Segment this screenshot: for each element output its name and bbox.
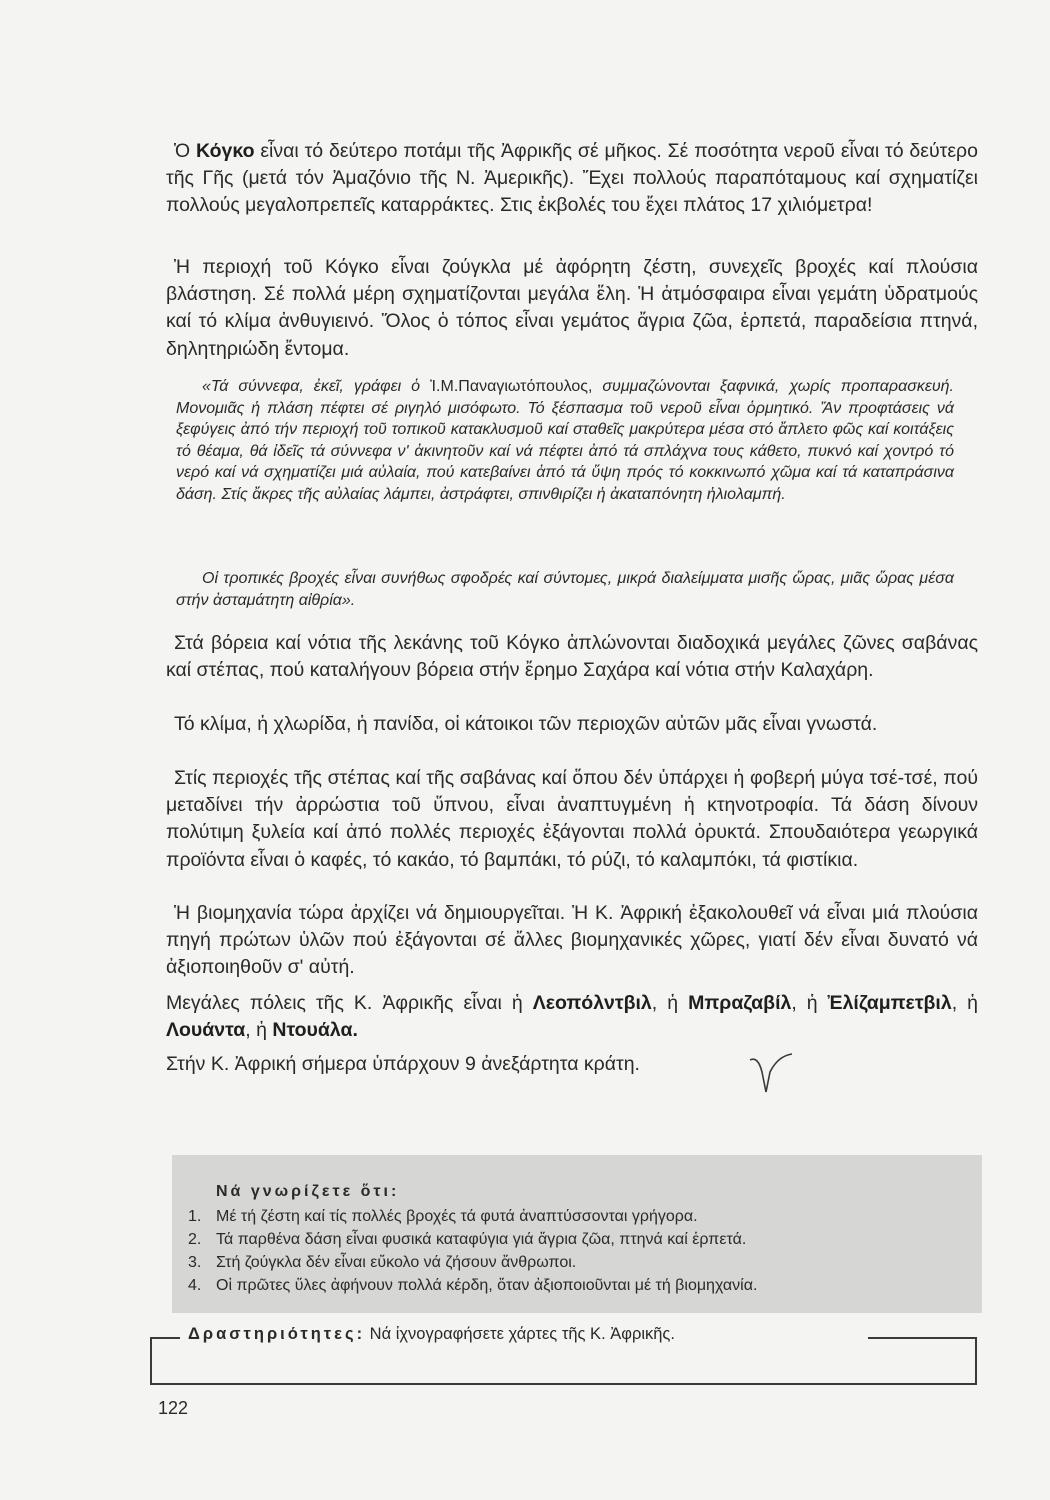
item-number: 2. <box>188 1231 202 1248</box>
separator: , ἡ <box>791 992 828 1014</box>
separator: , ἡ <box>951 992 978 1014</box>
text-run: «Τά σύννεφα, ἐκεῖ, γράφει ὁ <box>202 378 431 395</box>
item-number: 4. <box>188 1277 202 1294</box>
list-item <box>188 1228 757 1251</box>
quote-paragraph-rains: Οἱ τροπικές βροχές εἶναι συνήθως σφοδρές καί σύντομες, μικρά διαλείμματα μισῆς ὥρας, μιᾶς ὥρας μέσα στήν ἀσταμάτητη αἰθρία». <box>176 570 954 609</box>
paragraph-climate: Τό κλίμα, ἡ χλωρίδα, ἡ πανίδα, οἱ κάτοικοι τῶν περιοχῶν αὐτῶν μᾶς εἶναι γνωστά. <box>174 713 878 735</box>
activity-frame <box>150 1337 977 1385</box>
separator: , ἡ <box>651 992 689 1014</box>
item-text: Στή ζούγκλα δέν εἶναι εὔκολο νά ζήσουν ἄνθρωποι. <box>216 1254 577 1271</box>
item-number: 3. <box>188 1254 202 1271</box>
check-mark-icon <box>748 1052 794 1094</box>
paragraph-jungle: Ἡ περιοχή τοῦ Κόγκο εἶναι ζούγκλα μέ ἀφόρητη ζέστη, συνεχεῖς βροχές καί πλούσια βλάστηση. Σέ πολλά μέρη σχηματίζονται μεγάλα ἕλη. Ἡ ἀτμόσφαιρα εἶναι γεμάτη ὑδρατμούς καί τό κλίμα ἀνθυγιεινό. Ὅλος ὁ τόπος εἶναι γεμάτος ἄγρια ζῶα, ἑρπετά, παραδείσια πτηνά, δηλητηριώδη ἔντομα. <box>166 256 978 360</box>
quote-author: Ἰ.Μ.Παναγιωτόπουλος, <box>430 378 593 395</box>
item-text: Τά παρθένα δάση εἶναι φυσικά καταφύγια γιά ἄγρια ζῶα, πτηνά καί ἑρπετά. <box>216 1231 747 1248</box>
paragraph-states: Στήν Κ. Ἀφρική σήμερα ὑπάρχουν 9 ἀνεξάρτητα κράτη. <box>166 1053 640 1075</box>
item-text: Μέ τή ζέστη καί τίς πολλές βροχές τά φυτά ἀναπτύσσονται γρήγορα. <box>216 1208 698 1225</box>
quote-paragraph-clouds <box>176 376 954 506</box>
text-run: Μεγάλες πόλεις τῆς Κ. Ἀφρικῆς εἶναι ἡ <box>166 992 533 1014</box>
know-that-box <box>172 1155 982 1313</box>
paragraph-congo-intro <box>166 138 978 220</box>
page-number: 122 <box>158 1398 189 1418</box>
paragraph-economy: Στίς περιοχές τῆς στέπας καί τῆς σαβάνας καί ὅπου δέν ὑπάρχει ἡ φοβερή μύγα τσέ-τσέ, πού μεταδίνει τήν ἀρρώστια τοῦ ὕπνου, εἶναι ἀναπτυγμένη ἡ κτηνοτροφία. Τά δάση δίνουν πολύτιμη ξυλεία καί ἀπό πολλές περιοχές ἐξάγονται πολλά ὀρυκτά. Σπουδαιότερα γεωργικά προϊόντα εἶναι ὁ καφές, τό κακάο, τό βαμπάκι, τό ρύζι, τό καλαμπόκι, τά φιστίκια. <box>166 767 978 871</box>
activity-line <box>188 1325 675 1344</box>
paragraph-savanna: Στά βόρεια καί νότια τῆς λεκάνης τοῦ Κόγκο ἁπλώνονται διαδοχικά μεγάλες ζῶνες σαβάνας καί στέπας, πού καταλήγουν βόρεια στήν ἔρημο Σαχάρα καί νότια στήν Καλαχάρη. <box>166 632 978 682</box>
activity-label: Δραστηριότητες: <box>188 1325 366 1343</box>
list-item <box>188 1251 757 1274</box>
text-run: εἶναι τό δεύτερο ποτάμι τῆς Ἀφρικῆς σέ μῆκος. Σέ ποσότητα νεροῦ εἶναι τό δεύτερο τῆς Γῆς (μετά τόν Ἀμαζόνιο τῆς Ν. Ἀμερικῆς). Ἔχει πολλούς παραπόταμους καί σχηματίζει πολλούς μεγαλοπρεπεῖς καταρράκτες. Στις ἐκβολές του ἔχει πλάτος 17 χιλιόμετρα! <box>166 140 978 217</box>
know-that-title: Νά γνωρίζετε ὅτι: <box>216 1183 400 1200</box>
city-name: Ἐλίζαμπετβιλ <box>827 992 952 1014</box>
paragraph-cities <box>166 990 978 1044</box>
city-name: Λεοπόλντβιλ <box>532 992 652 1014</box>
paragraph-industry: Ἡ βιομηχανία τώρα ἀρχίζει νά δημιουργεῖται. Ἡ Κ. Ἀφρική ἐξακολουθεῖ νά εἶναι μιά πλούσια πηγή πρώτων ὑλῶν πού ἐξάγονται σέ ἄλλες βιομηχανικές χῶρες, γιατί δέν εἶναι δυνατό νά ἀξιοποιηθοῦν σ' αὐτή. <box>166 902 978 979</box>
divider <box>150 1337 180 1339</box>
activity-text: Νά ἰχνογραφήσετε χάρτες τῆς Κ. Ἀφρικῆς. <box>369 1325 675 1343</box>
separator: , ἡ <box>245 1019 273 1042</box>
city-name: Λουάντα <box>166 1019 246 1042</box>
list-item <box>188 1205 757 1228</box>
divider <box>868 1337 975 1339</box>
item-number: 1. <box>188 1208 202 1225</box>
city-name: Μπραζαβίλ <box>688 992 792 1014</box>
know-that-list <box>188 1205 757 1297</box>
text-run: Ὁ <box>174 140 196 162</box>
list-item <box>188 1274 757 1297</box>
river-name-bold: Κόγκο <box>195 140 255 162</box>
item-text: Οἱ πρῶτες ὕλες ἀφήνουν πολλά κέρδη, ὅταν ἀξιοποιοῦνται μέ τή βιομηχανία. <box>216 1277 758 1294</box>
text-run: συμμαζώνονται ξαφνικά, χωρίς προπαρασκευή. Μονομιᾶς ἡ πλάση πέφτει σέ ριγηλό μισόφωτο. Τό ξέσπασμα τοῦ νεροῦ εἶναι ὁρμητικό. Ἄν προφτάσεις νά ξεφύγεις ἀπό τήν περιοχή τοῦ τοπικοῦ κατακλυσμοῦ καί σταθεῖς μακρύτερα μέσα στό ἄπλετο φῶς καί κοιτάξεις τό θέαμα, θά ἰδεῖς τά σύννεφα ν' ἀκινητοῦν καί νά πέφτει ἀπό τά σπλάχνα τους κάθετο, πυκνό καί χοντρό τό νερό καί νά σχηματίζει μιά αὐλαία, πού κατεβαίνει ἀπό τά ὕψη πρός τό κοκκινωπό χῶμα καί τά καταπράσινα δάση. Στίς ἄκρες τῆς αὐλαίας λάμπει, ἀστράφτει, σπινθιρίζει ἡ ἀκαταπόνητη ἡλιολαμπή. <box>176 378 954 503</box>
city-name: Ντουάλα. <box>272 1019 358 1042</box>
